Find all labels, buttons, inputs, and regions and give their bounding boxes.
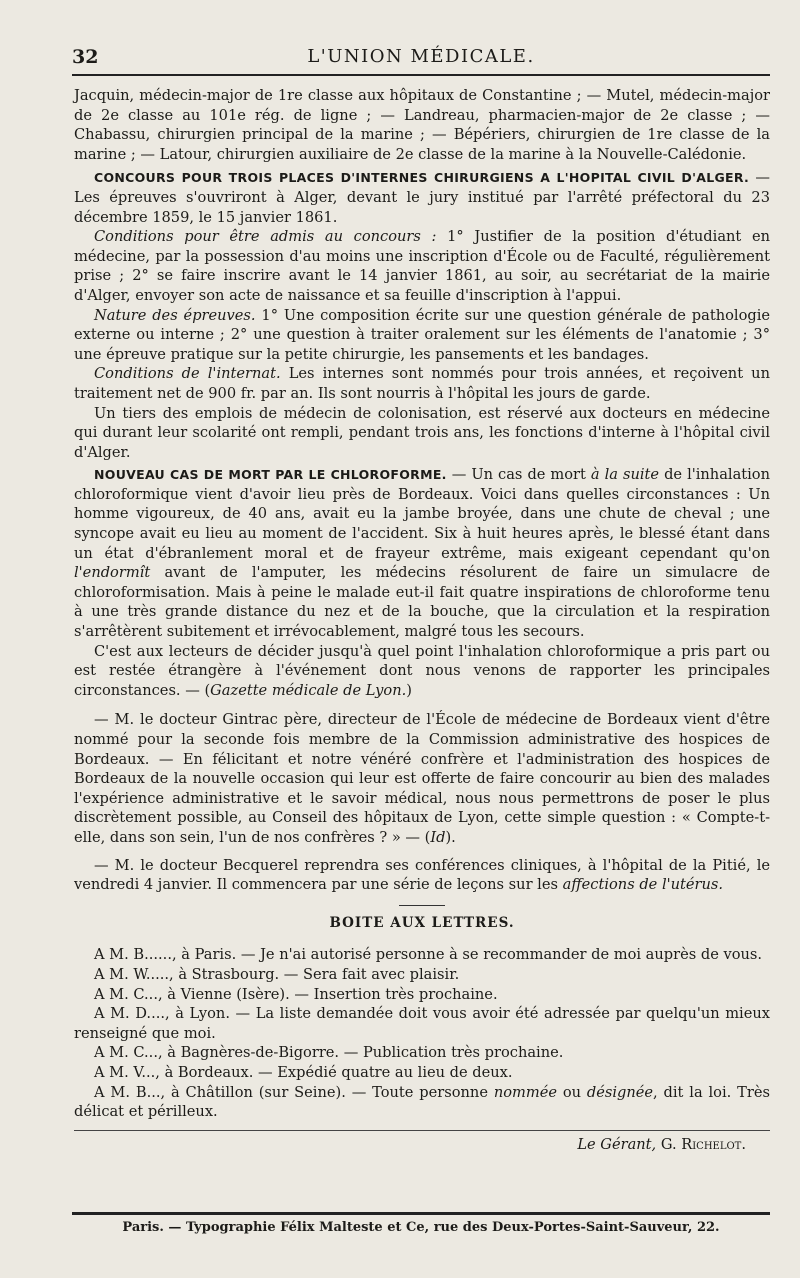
letter-item: A M. W....., à Strasbourg. — Sera fait avec plaisir. bbox=[94, 965, 460, 983]
conditions-text: 1° Justifier de la position d'étudiant en médecine, par la possession d'au moins une inscription d'École ou de Faculté, régulièrement prise ; 2° se faire inscrire avant le 14 janvier 1861, au soir, au secrétariat de la mairie d'Alger, envoyer son acte de naissance et sa feuille d'inscription à l'appui. bbox=[74, 228, 770, 304]
signature-rule bbox=[74, 1130, 770, 1131]
comment-text: C'est aux lecteurs de décider jusqu'à quel point l'inhalation chloroformique a pris part ou est restée étrangère à l'événement dont nous venons de rapporter les principales circonstances. — ( bbox=[74, 642, 770, 699]
article-body bbox=[74, 86, 770, 1154]
letter-last-italic-2: désignée bbox=[586, 1083, 654, 1101]
letter-last-mid: ou bbox=[556, 1083, 587, 1101]
nature-text: 1° Une composition écrite sur une question générale de pathologie externe ou interne ; 2° une question à traiter oralement sur les éléments de l'anatomie ; 3° une épreuve pratique sur la petite chirurgie, les pansements et les bandages. bbox=[74, 306, 771, 363]
internat-paragraph bbox=[74, 364, 770, 403]
conditions-label: Conditions pour être admis au concours : bbox=[94, 228, 437, 246]
becquerel-text: — M. le docteur Becquerel reprendra ses conférences cliniques, à l'hôpital de la Pitié, le vendredi 4 janvier. Il commencera par une série de leçons sur les bbox=[74, 856, 770, 894]
concours-heading: CONCOURS POUR TROIS PLACES D'INTERNES CHIRURGIENS A L'HOPITAL CIVIL D'ALGER. bbox=[94, 170, 750, 186]
appointments-paragraph: Jacquin, médecin-major de 1re classe aux hôpitaux de Constantine ; — Mutel, médecin-major de 2e classe au 101e rég. de ligne ; — Landreau, pharmacien-major de 2e classe ; — Chabassu, chirurgien principal de la marine ; — Bépériers, chirurgien de 1re classe de la marine ; — Latour, chirurgien auxiliaire de 2e classe de la marine à la Nouvelle-Calédonie. bbox=[74, 87, 770, 163]
concours-intro: — Les épreuves s'ouvriront à Alger, devant le jury institué par l'arrêté préfectoral du 23 décembre 1859, le 15 janvier 1861. bbox=[74, 169, 770, 226]
letter-last-text: A M. B..., à Châtillon (sur Seine). — Toute personne bbox=[94, 1083, 494, 1101]
chloroforme-text-2: de l'inhalation chloroformique vient d'avoir lieu près de Bordeaux. Voici dans quelles circonstances : Un homme vigoureux, de 40 ans, avait eu la jambe broyée, dans une chute de cheval ; une syncope avait eu lieu au moment de l'accident. Six à huit heures après, le blessé étant dans un état d'ébranlement moral et de frayeur extrême, mais exigeant cependant qu'on bbox=[74, 466, 770, 562]
becquerel-paragraph bbox=[74, 856, 770, 895]
footer-rule bbox=[72, 1212, 770, 1215]
signature bbox=[74, 1135, 746, 1155]
gintrac-paragraph bbox=[74, 710, 770, 847]
letters-list bbox=[74, 945, 770, 1121]
chloroforme-italic-1: à la suite bbox=[590, 466, 660, 484]
comment-source: Gazette médicale de Lyon. bbox=[210, 681, 407, 699]
internat-text: Les internes sont nommés pour trois années, et reçoivent un traitement net de 900 fr. par an. Ils sont nourris à l'hôpital les jours de garde. bbox=[74, 365, 770, 402]
letter-item: A M. V..., à Bordeaux. — Expédié quatre au lieu de deux. bbox=[94, 1063, 513, 1081]
letter-item: A M. B......, à Paris. — Je n'ai autorisé personne à se recommander de moi auprès de vous. bbox=[94, 946, 763, 964]
signature-name: G. Richelot. bbox=[660, 1135, 746, 1153]
nature-label: Nature des épreuves. bbox=[94, 306, 256, 324]
letter-item: A M. D...., à Lyon. — La liste demandée doit vous avoir été adressée par quelqu'un mieux renseigné que moi. bbox=[74, 1005, 770, 1042]
gintrac-close: ). bbox=[445, 828, 456, 846]
letter-last-italic-1: nommée bbox=[493, 1083, 557, 1101]
letter-item: A M. C..., à Vienne (Isère). — Insertion très prochaine. bbox=[94, 985, 498, 1003]
comment-close: ) bbox=[406, 681, 412, 699]
nature-paragraph bbox=[74, 306, 770, 365]
conditions-paragraph bbox=[74, 227, 770, 305]
internat-label: Conditions de l'internat. bbox=[94, 365, 281, 383]
gintrac-source: Id bbox=[430, 828, 446, 846]
letter-item: A M. C..., à Bagnères-de-Bigorre. — Publication très prochaine. bbox=[94, 1044, 564, 1062]
page-header bbox=[72, 40, 770, 76]
becquerel-italic: affections de l'utérus. bbox=[562, 876, 724, 894]
chloroforme-text-1: — Un cas de mort bbox=[446, 466, 591, 484]
letter-last-end: , dit la loi. Très délicat et périlleux. bbox=[74, 1083, 770, 1121]
page-number: 32 bbox=[72, 46, 99, 68]
concours-paragraph bbox=[74, 168, 770, 227]
letter-item bbox=[74, 1083, 770, 1122]
tiers-paragraph: Un tiers des emplois de médecin de colonisation, est réservé aux docteurs en médecine qui durant leur scolarité ont rempli, pendant trois ans, les fonctions d'interne à l'hôpital civil d'Alger. bbox=[74, 404, 770, 461]
signature-role: Le Gérant, bbox=[577, 1135, 657, 1153]
section-divider bbox=[399, 905, 445, 906]
chloroforme-italic-2: l'endormît bbox=[74, 564, 151, 582]
chloroforme-comment bbox=[74, 642, 770, 701]
chloroforme-text-3: avant de l'amputer, les médecins résolurent de faire un simulacre de chloroformisation. Mais à peine le malade eut-il fait quatre inspirations de chloroforme tenu à une très grande distance du nez et de la bouche, que la circulation et la respiration s'arrêtèrent subitement et irrévocablement, malgré tous les secours. bbox=[74, 564, 770, 641]
chloroforme-paragraph bbox=[74, 465, 770, 641]
chloroforme-heading: NOUVEAU CAS DE MORT PAR LE CHLOROFORME. bbox=[94, 467, 447, 483]
printer-imprint: Paris. — Typographie Félix Malteste et Ce, rue des Deux-Portes-Saint-Sauveur, 22. bbox=[122, 1220, 720, 1235]
running-title: L'UNION MÉDICALE. bbox=[307, 46, 535, 67]
boite-title: BOITE AUX LETTRES. bbox=[329, 914, 515, 931]
gintrac-text: — M. le docteur Gintrac père, directeur de l'École de médecine de Bordeaux vient d'être nommé pour la seconde fois membre de la Commission administrative des hospices de Bordeaux. — En félicitant et notre vénéré confrère et l'administration des hospices de Bordeaux de la nouvelle occasion qui leur est offerte de faire concourir au bien des malades l'expérience administrative et le savoir médical, nous nous permettrons de poser le plus discrètement possible, au Conseil des hôpitaux de Lyon, cette simple question : « Compte-t-elle, dans son sein, l'un de nos confrères ? » — ( bbox=[74, 711, 770, 846]
